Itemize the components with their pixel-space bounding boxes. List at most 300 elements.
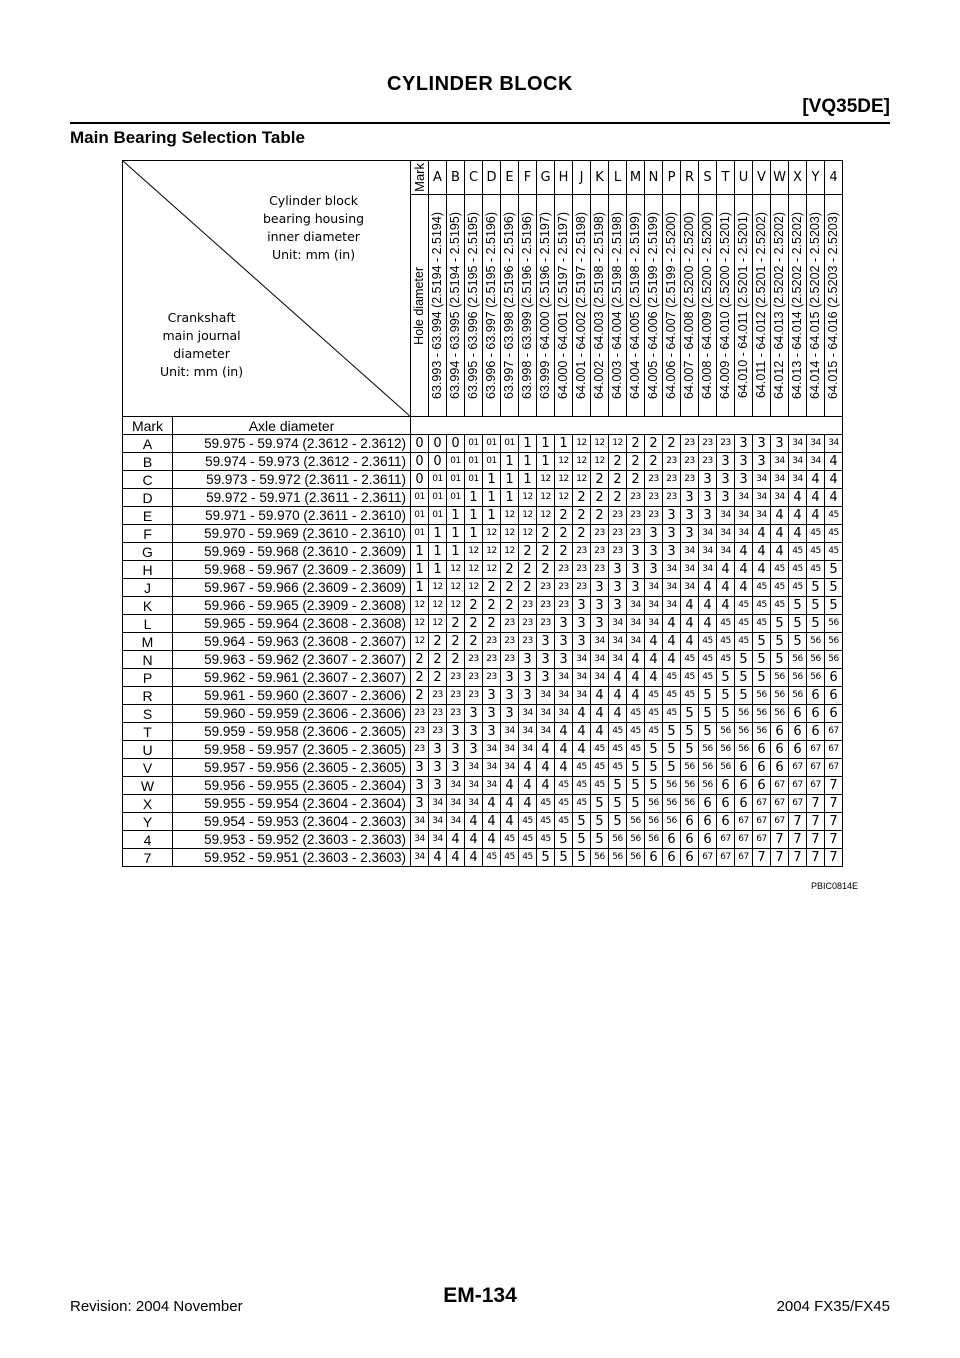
grade-cell: 6 — [771, 741, 789, 759]
grade-cell: 23 — [663, 471, 681, 489]
grade-cell: 6 — [753, 741, 771, 759]
row-axle-diameter: 59.965 - 59.964 (2.3608 - 2.3608) — [173, 615, 411, 633]
grade-cell: 34 — [663, 561, 681, 579]
grade-cell: 1 — [465, 507, 483, 525]
grade-cell: 34 — [807, 435, 825, 453]
grade-cell: 2 — [645, 435, 663, 453]
grade-cell: 2 — [537, 525, 555, 543]
column-hole-diameter: 64.010 - 64.011 (2.5201 - 2.5201) — [735, 195, 753, 417]
grade-cell: 5 — [645, 777, 663, 795]
crankshaft-diameter-label: Crankshaft main journal diameter Unit: mm (in) — [160, 310, 244, 380]
row-axle-diameter: 59.967 - 59.966 (2.3609 - 2.3609) — [173, 579, 411, 597]
grade-cell: 5 — [753, 633, 771, 651]
grade-cell: 56 — [645, 813, 663, 831]
grade-cell: 3 — [519, 669, 537, 687]
grade-cell: 12 — [537, 471, 555, 489]
grade-cell: 3 — [699, 507, 717, 525]
grade-cell: 6 — [717, 777, 735, 795]
grade-cell: 3 — [501, 687, 519, 705]
column-hole-diameter: 63.995 - 63.996 (2.5195 - 2.5195) — [465, 195, 483, 417]
column-mark-header: Mark — [411, 161, 429, 195]
grade-cell: 1 — [411, 561, 429, 579]
grade-cell: 34 — [771, 489, 789, 507]
grade-cell: 3 — [735, 471, 753, 489]
grade-cell: 3 — [627, 561, 645, 579]
grade-cell: 7 — [753, 849, 771, 867]
grade-cell: 34 — [789, 453, 807, 471]
grade-cell: 1 — [519, 453, 537, 471]
grade-cell: 67 — [825, 741, 843, 759]
grade-cell: 01 — [411, 489, 429, 507]
grade-cell: 67 — [825, 723, 843, 741]
grade-cell: 34 — [699, 543, 717, 561]
grade-cell: 45 — [609, 723, 627, 741]
grade-cell: 3 — [555, 633, 573, 651]
grade-cell: 23 — [591, 543, 609, 561]
grade-cell: 2 — [627, 453, 645, 471]
grade-cell: 45 — [717, 633, 735, 651]
grade-cell: 45 — [663, 687, 681, 705]
grade-cell: 01 — [411, 525, 429, 543]
grade-cell: 3 — [591, 579, 609, 597]
grade-cell: 45 — [537, 813, 555, 831]
column-mark-H: H — [555, 161, 573, 195]
grade-cell: 23 — [573, 579, 591, 597]
column-mark-L: L — [609, 161, 627, 195]
grade-cell: 3 — [447, 741, 465, 759]
grade-cell: 45 — [789, 579, 807, 597]
grade-cell: 2 — [411, 651, 429, 669]
grade-cell: 2 — [483, 579, 501, 597]
column-hole-diameter: 64.014 - 64.015 (2.5202 - 2.5203) — [807, 195, 825, 417]
grade-cell: 23 — [663, 453, 681, 471]
section-title: Main Bearing Selection Table — [70, 128, 305, 147]
grade-cell: 4 — [717, 579, 735, 597]
grade-cell: 23 — [465, 669, 483, 687]
grade-cell: 45 — [645, 687, 663, 705]
grade-cell: 3 — [591, 597, 609, 615]
table-row — [123, 579, 843, 597]
grade-cell: 5 — [645, 759, 663, 777]
table-row — [123, 723, 843, 741]
grade-cell: 56 — [717, 741, 735, 759]
grade-cell: 3 — [699, 471, 717, 489]
grade-cell: 7 — [807, 831, 825, 849]
row-axle-diameter: 59.954 - 59.953 (2.3604 - 2.3603) — [173, 813, 411, 831]
column-mark-M: M — [627, 161, 645, 195]
column-mark-N: N — [645, 161, 663, 195]
row-mark: V — [123, 759, 173, 777]
grade-cell: 3 — [573, 615, 591, 633]
grade-cell: 0 — [447, 435, 465, 453]
column-hole-diameter: 64.013 - 64.014 (2.5202 - 2.5202) — [789, 195, 807, 417]
grade-cell: 1 — [555, 435, 573, 453]
grade-cell: 3 — [429, 759, 447, 777]
grade-cell: 4 — [519, 795, 537, 813]
grade-cell: 56 — [807, 669, 825, 687]
row-axle-diameter: 59.958 - 59.957 (2.3605 - 2.3605) — [173, 741, 411, 759]
row-mark: D — [123, 489, 173, 507]
grade-cell: 12 — [573, 471, 591, 489]
grade-cell: 3 — [429, 777, 447, 795]
grade-cell: 2 — [555, 507, 573, 525]
grade-cell: 23 — [663, 489, 681, 507]
grade-cell: 4 — [789, 507, 807, 525]
grade-cell: 0 — [429, 435, 447, 453]
grade-cell: 23 — [483, 651, 501, 669]
grade-cell: 67 — [717, 831, 735, 849]
grade-cell: 5 — [825, 579, 843, 597]
grade-cell: 3 — [645, 561, 663, 579]
grade-cell: 56 — [699, 777, 717, 795]
column-hole-diameter: 64.009 - 64.010 (2.5200 - 2.5201) — [717, 195, 735, 417]
grade-cell: 4 — [591, 705, 609, 723]
grade-cell: 45 — [717, 615, 735, 633]
grade-cell: 3 — [771, 435, 789, 453]
grade-cell: 5 — [825, 597, 843, 615]
table-row — [123, 651, 843, 669]
grade-cell: 34 — [735, 525, 753, 543]
grade-cell: 6 — [789, 705, 807, 723]
grade-cell: 4 — [537, 777, 555, 795]
grade-cell: 4 — [483, 831, 501, 849]
row-mark: K — [123, 597, 173, 615]
row-axle-diameter: 59.973 - 59.972 (2.3611 - 2.3611) — [173, 471, 411, 489]
grade-cell: 6 — [789, 741, 807, 759]
row-axle-diameter: 59.956 - 59.955 (2.3605 - 2.3604) — [173, 777, 411, 795]
grade-cell: 34 — [807, 453, 825, 471]
grade-cell: 56 — [717, 759, 735, 777]
grade-cell: 2 — [465, 633, 483, 651]
grade-cell: 45 — [699, 633, 717, 651]
row-mark: C — [123, 471, 173, 489]
grade-cell: 12 — [429, 579, 447, 597]
grade-cell: 3 — [465, 723, 483, 741]
grade-cell: 01 — [465, 435, 483, 453]
row-header-row — [123, 417, 843, 435]
grade-cell: 67 — [807, 759, 825, 777]
row-mark: A — [123, 435, 173, 453]
grade-cell: 1 — [411, 579, 429, 597]
grade-cell: 5 — [663, 741, 681, 759]
grade-cell: 4 — [735, 561, 753, 579]
grade-cell: 67 — [753, 795, 771, 813]
grade-cell: 45 — [555, 813, 573, 831]
grade-cell: 2 — [519, 543, 537, 561]
grade-cell: 23 — [501, 633, 519, 651]
grade-cell: 3 — [681, 525, 699, 543]
grade-cell: 12 — [519, 507, 537, 525]
grade-cell: 5 — [555, 831, 573, 849]
grade-cell: 34 — [771, 471, 789, 489]
grade-cell: 34 — [627, 633, 645, 651]
grade-cell: 5 — [771, 615, 789, 633]
grade-cell: 56 — [627, 831, 645, 849]
grade-cell: 4 — [609, 669, 627, 687]
grade-cell: 56 — [645, 795, 663, 813]
grade-cell: 67 — [753, 813, 771, 831]
grade-cell: 3 — [753, 453, 771, 471]
grade-cell: 7 — [825, 795, 843, 813]
table-row — [123, 597, 843, 615]
grade-cell: 23 — [681, 471, 699, 489]
grade-cell: 34 — [825, 435, 843, 453]
grade-cell: 2 — [501, 579, 519, 597]
grade-cell: 56 — [627, 813, 645, 831]
grade-cell: 3 — [609, 579, 627, 597]
grade-cell: 4 — [537, 759, 555, 777]
row-mark: Y — [123, 813, 173, 831]
grade-cell: 56 — [753, 723, 771, 741]
grade-cell: 2 — [573, 525, 591, 543]
grade-cell: 1 — [501, 471, 519, 489]
grade-cell: 7 — [807, 813, 825, 831]
grade-cell: 23 — [447, 669, 465, 687]
grade-cell: 3 — [483, 687, 501, 705]
grade-cell: 5 — [699, 687, 717, 705]
column-mark-Y: Y — [807, 161, 825, 195]
row-mark: G — [123, 543, 173, 561]
grade-cell: 01 — [501, 435, 519, 453]
grade-cell: 4 — [483, 813, 501, 831]
table-row — [123, 471, 843, 489]
grade-cell: 5 — [609, 795, 627, 813]
column-hole-diameter: 64.000 - 64.001 (2.5197 - 2.5197) — [555, 195, 573, 417]
grade-cell: 4 — [483, 795, 501, 813]
column-hole-diameter: 64.008 - 64.009 (2.5200 - 2.5200) — [699, 195, 717, 417]
grade-cell: 5 — [573, 813, 591, 831]
grade-cell: 2 — [663, 435, 681, 453]
grade-cell: 4 — [555, 723, 573, 741]
grade-cell: 5 — [735, 651, 753, 669]
grade-cell: 2 — [537, 543, 555, 561]
grade-cell: 56 — [825, 615, 843, 633]
column-mark-C: C — [465, 161, 483, 195]
grade-cell: 34 — [411, 831, 429, 849]
grade-cell: 3 — [537, 633, 555, 651]
grade-cell: 56 — [699, 741, 717, 759]
column-hole-diameter: 64.012 - 64.013 (2.5202 - 2.5202) — [771, 195, 789, 417]
row-axle-diameter: 59.971 - 59.970 (2.3611 - 2.3610) — [173, 507, 411, 525]
grade-cell: 34 — [591, 651, 609, 669]
grade-cell: 34 — [519, 705, 537, 723]
grade-cell: 34 — [663, 579, 681, 597]
column-hole-diameter: 63.996 - 63.997 (2.5195 - 2.5196) — [483, 195, 501, 417]
grade-cell: 3 — [483, 705, 501, 723]
grade-cell: 2 — [447, 615, 465, 633]
grade-cell: 34 — [627, 597, 645, 615]
grade-cell: 34 — [555, 687, 573, 705]
grade-cell: 23 — [591, 561, 609, 579]
grade-cell: 23 — [609, 507, 627, 525]
grade-cell: 4 — [573, 741, 591, 759]
grade-cell: 4 — [519, 759, 537, 777]
grade-cell: 56 — [753, 705, 771, 723]
grade-cell: 56 — [627, 849, 645, 867]
grade-cell: 23 — [429, 723, 447, 741]
grade-cell: 45 — [825, 507, 843, 525]
grade-cell: 4 — [465, 813, 483, 831]
grade-cell: 56 — [591, 849, 609, 867]
grade-cell: 56 — [663, 777, 681, 795]
grade-cell: 6 — [771, 759, 789, 777]
grade-cell: 12 — [555, 453, 573, 471]
grade-cell: 01 — [429, 507, 447, 525]
grade-cell: 45 — [501, 849, 519, 867]
grade-cell: 4 — [501, 795, 519, 813]
grade-cell: 5 — [753, 669, 771, 687]
grade-cell: 2 — [519, 579, 537, 597]
table-row — [123, 741, 843, 759]
grade-cell: 45 — [753, 579, 771, 597]
row-axle-diameter: 59.975 - 59.974 (2.3612 - 2.3612) — [173, 435, 411, 453]
table-row — [123, 435, 843, 453]
grade-cell: 34 — [501, 723, 519, 741]
grade-cell: 34 — [573, 651, 591, 669]
grade-cell: 4 — [717, 597, 735, 615]
grade-cell: 12 — [537, 489, 555, 507]
grade-cell: 34 — [411, 849, 429, 867]
grade-cell: 2 — [429, 633, 447, 651]
grade-cell: 23 — [645, 489, 663, 507]
grade-cell: 23 — [573, 561, 591, 579]
grade-cell: 7 — [807, 849, 825, 867]
grade-cell: 01 — [411, 507, 429, 525]
grade-cell: 12 — [447, 579, 465, 597]
grade-cell: 2 — [591, 471, 609, 489]
grade-cell: 1 — [483, 471, 501, 489]
grade-cell: 45 — [771, 561, 789, 579]
grade-cell: 6 — [807, 705, 825, 723]
grade-cell: 23 — [555, 597, 573, 615]
table-row — [123, 561, 843, 579]
grade-cell: 3 — [411, 759, 429, 777]
grade-cell: 12 — [573, 435, 591, 453]
grade-cell: 56 — [735, 705, 753, 723]
grade-cell: 34 — [645, 615, 663, 633]
column-mark-K: K — [591, 161, 609, 195]
grade-cell: 5 — [681, 741, 699, 759]
grade-cell: 4 — [753, 561, 771, 579]
grade-cell: 45 — [591, 759, 609, 777]
model-label: 2004 FX35/FX45 — [776, 1298, 890, 1315]
grade-cell: 5 — [537, 849, 555, 867]
row-mark: H — [123, 561, 173, 579]
grade-cell: 4 — [537, 741, 555, 759]
grade-cell: 3 — [735, 435, 753, 453]
table-row — [123, 525, 843, 543]
column-hole-diameter: 64.003 - 64.004 (2.5198 - 2.5198) — [609, 195, 627, 417]
grade-cell: 34 — [483, 777, 501, 795]
figure-code: PBIC0814E — [810, 881, 858, 891]
grade-cell: 4 — [663, 615, 681, 633]
column-hole-diameter: 63.994 - 63.995 (2.5194 - 2.5195) — [447, 195, 465, 417]
grade-cell: 1 — [447, 525, 465, 543]
grade-cell: 34 — [537, 723, 555, 741]
row-mark: F — [123, 525, 173, 543]
grade-cell: 1 — [465, 525, 483, 543]
grade-cell: 34 — [483, 741, 501, 759]
grade-cell: 45 — [519, 831, 537, 849]
grade-cell: 5 — [681, 705, 699, 723]
grade-cell: 5 — [699, 723, 717, 741]
grade-cell: 45 — [807, 543, 825, 561]
grade-cell: 34 — [501, 741, 519, 759]
grade-cell: 56 — [825, 633, 843, 651]
grade-cell: 3 — [573, 633, 591, 651]
grade-cell: 67 — [771, 777, 789, 795]
grade-cell: 67 — [699, 849, 717, 867]
grade-cell: 12 — [411, 633, 429, 651]
grade-cell: 23 — [537, 597, 555, 615]
grade-cell: 7 — [807, 795, 825, 813]
table-row — [123, 633, 843, 651]
grade-cell: 3 — [519, 651, 537, 669]
grade-cell: 5 — [807, 615, 825, 633]
grade-cell: 3 — [609, 597, 627, 615]
grade-cell: 45 — [753, 615, 771, 633]
grade-cell: 3 — [681, 489, 699, 507]
grade-cell: 3 — [753, 435, 771, 453]
grade-cell: 12 — [411, 597, 429, 615]
grade-cell: 34 — [573, 669, 591, 687]
grade-cell: 6 — [825, 687, 843, 705]
table-row — [123, 777, 843, 795]
header-rule — [70, 122, 890, 124]
grade-cell: 56 — [735, 741, 753, 759]
grade-cell: 34 — [429, 795, 447, 813]
grade-cell: 67 — [753, 831, 771, 849]
grade-cell: 23 — [609, 543, 627, 561]
row-mark: M — [123, 633, 173, 651]
grade-cell: 12 — [465, 543, 483, 561]
grade-cell: 4 — [663, 651, 681, 669]
grade-cell: 34 — [735, 489, 753, 507]
grade-cell: 2 — [447, 651, 465, 669]
row-axle-diameter: 59.952 - 59.951 (2.3603 - 2.3603) — [173, 849, 411, 867]
grade-cell: 7 — [771, 849, 789, 867]
grade-cell: 56 — [609, 831, 627, 849]
engine-label: [VQ35DE] — [802, 96, 890, 117]
grade-cell: 3 — [591, 615, 609, 633]
column-hole-diameter: 63.997 - 63.998 (2.5196 - 2.5196) — [501, 195, 519, 417]
grade-cell: 34 — [771, 453, 789, 471]
grade-cell: 4 — [573, 723, 591, 741]
grade-cell: 5 — [609, 813, 627, 831]
grade-cell: 23 — [411, 705, 429, 723]
row-axle-diameter: 59.972 - 59.971 (2.3611 - 2.3611) — [173, 489, 411, 507]
grade-cell: 3 — [645, 525, 663, 543]
grade-cell: 01 — [483, 453, 501, 471]
grade-cell: 56 — [663, 795, 681, 813]
grade-cell: 12 — [555, 471, 573, 489]
grade-cell: 4 — [681, 633, 699, 651]
grade-cell: 5 — [699, 705, 717, 723]
grade-cell: 6 — [645, 849, 663, 867]
grade-cell: 67 — [789, 759, 807, 777]
grade-cell: 5 — [681, 723, 699, 741]
grade-cell: 34 — [447, 813, 465, 831]
grade-cell: 45 — [555, 795, 573, 813]
grade-cell: 4 — [699, 615, 717, 633]
grade-cell: 34 — [591, 633, 609, 651]
grade-cell: 3 — [411, 777, 429, 795]
grade-cell: 34 — [483, 759, 501, 777]
grade-cell: 1 — [519, 435, 537, 453]
grade-cell: 23 — [519, 615, 537, 633]
row-mark: J — [123, 579, 173, 597]
grade-cell: 4 — [789, 489, 807, 507]
